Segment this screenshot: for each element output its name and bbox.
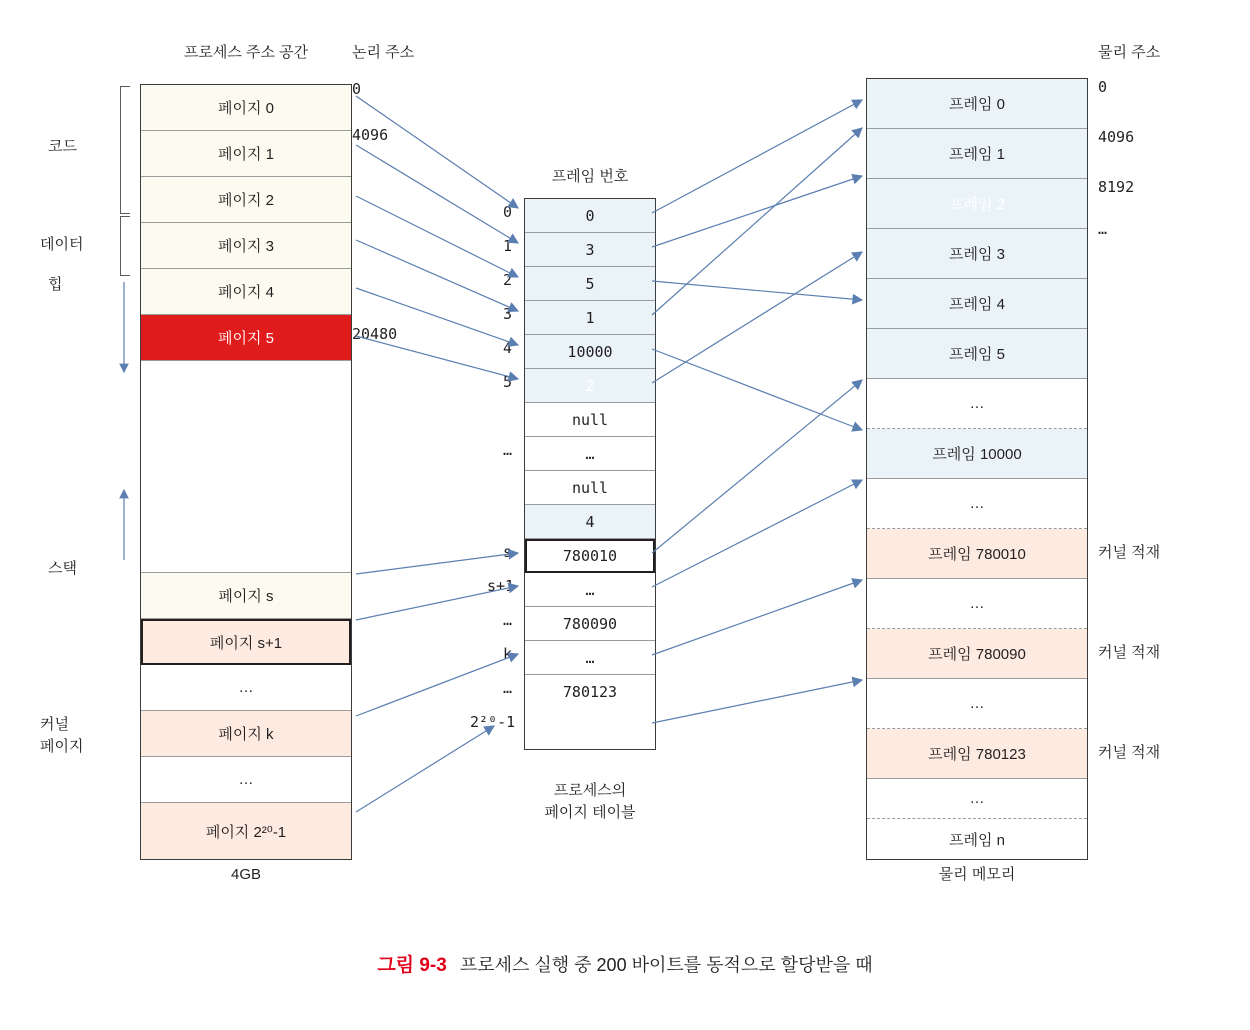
page-cell-0: 페이지 0 [141, 85, 351, 131]
frame-cell-gap-5: … [867, 779, 1087, 819]
pt-index-1: 1 [503, 237, 513, 255]
page-cell-gap-2: … [141, 757, 351, 803]
header-frame-number: 프레임 번호 [551, 168, 629, 185]
brace-data [120, 216, 121, 276]
frame-cell-780123: 프레임 780123 [867, 729, 1087, 779]
pt-entry-3: 1 [525, 301, 655, 335]
frame-note-780010: 커널 적재 [1098, 544, 1161, 561]
process-address-space [140, 84, 352, 860]
pt-entry-ellipsis-1: … [525, 437, 655, 471]
pt-index-2: 2 [503, 271, 513, 289]
frame-cell-1: 프레임 1 [867, 129, 1087, 179]
figure-caption-text: 프로세스 실행 중 200 바이트를 동적으로 할당받을 때 [459, 955, 873, 975]
process-total-size: 4GB [230, 866, 261, 883]
page-cell-s: 페이지 s [141, 573, 351, 619]
physical-address-4096: 4096 [1098, 128, 1135, 146]
page-cell-4: 페이지 4 [141, 269, 351, 315]
pt-index-ellipsis-2: … [503, 611, 513, 629]
figure-number: 그림 9-3 [377, 955, 447, 976]
physical-memory-caption: 물리 메모리 [938, 866, 1016, 883]
frame-cell-10000: 프레임 10000 [867, 429, 1087, 479]
pt-entry-last: 780123 [562, 683, 618, 701]
pt-entry-4: 10000 [525, 335, 655, 369]
pt-entry-5: 2 [525, 369, 655, 403]
frame-cell-780010: 프레임 780010 [867, 529, 1087, 579]
pt-entry-k: 780090 [525, 607, 655, 641]
pt-entry-null-1: null [525, 403, 655, 437]
page-cell-3: 페이지 3 [141, 223, 351, 269]
pt-index-s: s [503, 543, 513, 561]
page-cell-1: 페이지 1 [141, 131, 351, 177]
frame-cell-gap-3: … [867, 579, 1087, 629]
segment-label-heap: 힙 [48, 276, 63, 293]
pt-index-ellipsis-3: … [503, 679, 513, 697]
page-table [524, 198, 656, 750]
frame-cell-gap-4: … [867, 679, 1087, 729]
page-cell-k: 페이지 k [141, 711, 351, 757]
pt-entry-ellipsis-3: … [525, 641, 655, 675]
frame-cell-n: 프레임 n [867, 819, 1087, 859]
page-cell-5: 페이지 5 [141, 315, 351, 361]
frame-note-780090: 커널 적재 [1098, 644, 1161, 661]
page-table-caption-2: 페이지 테이블 [544, 804, 636, 821]
logical-address-0: 0 [352, 80, 362, 98]
physical-address-8192: 8192 [1098, 178, 1135, 196]
pt-index-3: 3 [503, 305, 513, 323]
pt-index-last: 2²⁰-1 [470, 713, 516, 731]
pt-index-k: k [503, 645, 513, 663]
header-physical-address: 물리 주소 [1098, 44, 1161, 61]
segment-label-data: 데이터 [40, 236, 84, 253]
frame-cell-780090: 프레임 780090 [867, 629, 1087, 679]
pt-index-5: 5 [503, 373, 513, 391]
frame-cell-4: 프레임 4 [867, 279, 1087, 329]
page-cell-2: 페이지 2 [141, 177, 351, 223]
page-table-caption-1: 프로세스의 [553, 782, 627, 799]
frame-note-780123: 커널 적재 [1098, 744, 1161, 761]
pt-index-4: 4 [503, 339, 513, 357]
frame-cell-0: 프레임 0 [867, 79, 1087, 129]
pt-entry-0: 0 [525, 199, 655, 233]
frame-cell-5: 프레임 5 [867, 329, 1087, 379]
physical-address-0: 0 [1098, 78, 1108, 96]
pt-entry-s1: 780010 [525, 539, 655, 573]
pt-index-s1: s+1 [487, 577, 515, 595]
frame-cell-2: 프레임 2 [867, 179, 1087, 229]
pt-entry-null-2: null [525, 471, 655, 505]
segment-label-kernel-1: 커널 [40, 716, 69, 733]
frame-cell-3: 프레임 3 [867, 229, 1087, 279]
pt-entry-ellipsis-2: … [525, 573, 655, 607]
header-logical-address: 논리 주소 [352, 44, 415, 61]
pt-entry-2: 5 [525, 267, 655, 301]
frame-cell-gap-2: … [867, 479, 1087, 529]
pt-index-0: 0 [503, 203, 513, 221]
pt-entry-1: 3 [525, 233, 655, 267]
header-process-space: 프로세스 주소 공간 [183, 44, 309, 61]
pt-index-ellipsis-1: … [503, 441, 513, 459]
brace-code [120, 86, 121, 214]
page-cell-last: 페이지 2²⁰-1 [141, 803, 351, 859]
page-cell-free [141, 361, 351, 573]
pt-entry-s: 4 [525, 505, 655, 539]
logical-address-4096: 4096 [352, 126, 389, 144]
segment-label-code: 코드 [48, 138, 77, 155]
page-cell-gap-1: … [141, 665, 351, 711]
frame-cell-gap-1: … [867, 379, 1087, 429]
logical-address-20480: 20480 [352, 325, 398, 343]
page-cell-s1: 페이지 s+1 [141, 619, 351, 665]
segment-label-kernel-2: 페이지 [40, 738, 84, 755]
segment-label-stack: 스택 [48, 560, 77, 577]
figure-caption [0, 950, 1250, 977]
physical-address-ellipsis: … [1098, 220, 1108, 238]
physical-memory [866, 78, 1088, 860]
